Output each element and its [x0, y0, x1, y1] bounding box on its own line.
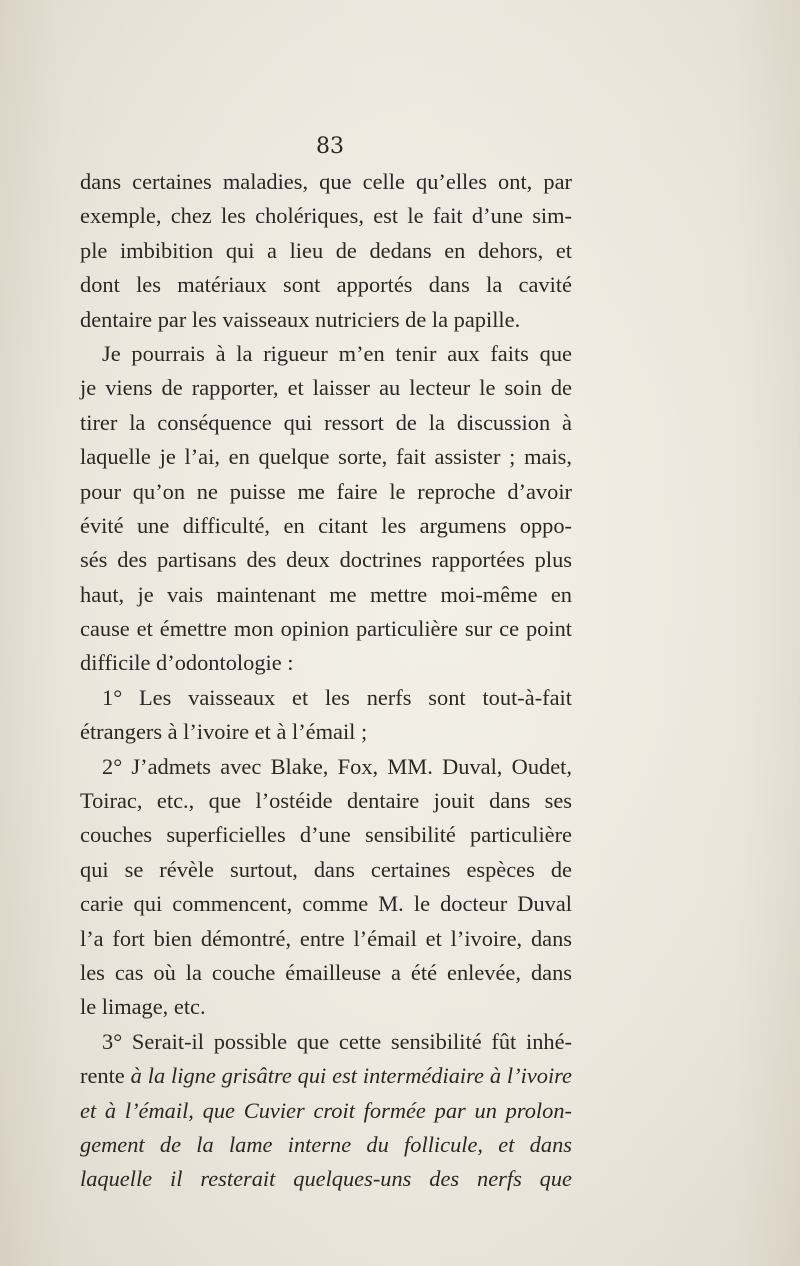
text-line: 1° Les vaisseaux et les nerfs sont tout-à-fait: [102, 684, 572, 710]
text-line: laquelle il resterait quelques-uns des nerfs que: [80, 1166, 572, 1192]
text-line: [80, 1059, 572, 1093]
text-line: dont les matériaux sont apportés dans la cavité: [80, 272, 572, 298]
text-line: haut, je vais maintenant me mettre moi-même en: [80, 581, 572, 607]
text-line: pour qu’on ne puisse me faire le reproche d’avoir: [80, 478, 572, 504]
text-block: [80, 165, 572, 1197]
text-line: qui se révèle surtout, dans certaines espèces de: [80, 856, 572, 882]
text-line: difficile d’odontologie :: [80, 650, 294, 676]
text-line: Toirac, etc., que l’ostéide dentaire jouit dans ses: [80, 788, 572, 814]
text-line: laquelle je l’ai, en quelque sorte, fait assister ; mais,: [80, 444, 572, 470]
text-line: et à l’émail, que Cuvier croit formée par un prolon-: [80, 1097, 572, 1123]
text-line: 3° Serait-il possible que cette sensibilité fût inhé-: [102, 1028, 572, 1054]
text-line: cause et émettre mon opinion particulière sur ce point: [80, 616, 572, 642]
text-line: tirer la conséquence qui ressort de la discussion à: [80, 409, 572, 435]
text-line-part: à la ligne grisâtre qui est intermédiaire à l’ivoire: [130, 1063, 572, 1089]
text-line: dentaire par les vaisseaux nutriciers de la papille.: [80, 306, 521, 332]
text-line: le limage, etc.: [80, 994, 206, 1020]
text-line-part: rente: [80, 1063, 131, 1089]
text-line: Je pourrais à la rigueur m’en tenir aux faits que: [102, 340, 572, 366]
page-number: 83: [316, 134, 344, 159]
text-line: dans certaines maladies, que celle qu’elles ont, par: [80, 169, 572, 194]
text-line: évité une difficulté, en citant les argumens oppo-: [80, 512, 572, 538]
text-line: sés des partisans des deux doctrines rapportées plus: [80, 547, 572, 573]
text-line: couches superficielles d’une sensibilité particulière: [80, 822, 572, 848]
text-line: je viens de rapporter, et laisser au lecteur le soin de: [80, 375, 572, 401]
text-line: exemple, chez les cholériques, est le fait d’une sim-: [80, 203, 572, 229]
text-line: ple imbibition qui a lieu de dedans en dehors, et: [80, 237, 572, 263]
text-line: l’a fort bien démontré, entre l’émail et l’ivoire, dans: [80, 925, 572, 951]
text-line: 2° J’admets avec Blake, Fox, MM. Duval, Oudet,: [102, 753, 572, 779]
text-line: carie qui commencent, comme M. le docteur Duval: [80, 891, 572, 917]
text-line: les cas où la couche émailleuse a été enlevée, dans: [80, 959, 572, 985]
text-line: étrangers à l’ivoire et à l’émail ;: [80, 719, 368, 745]
text-line: gement de la lame interne du follicule, et dans: [80, 1131, 572, 1157]
